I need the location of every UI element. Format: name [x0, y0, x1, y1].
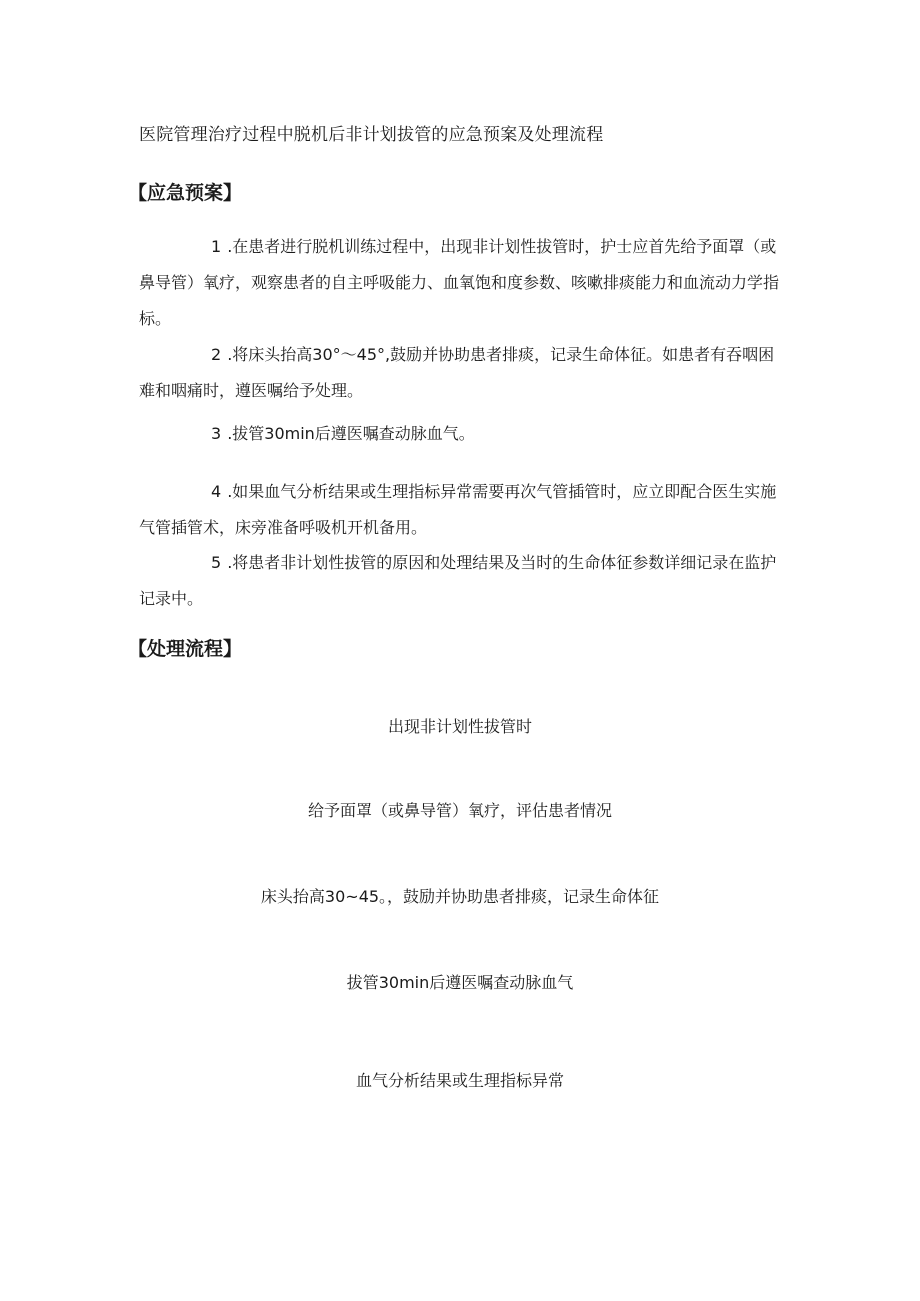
plan-item-5: [139, 545, 789, 617]
flow-step-4: 拔管30min后遵医嘱查动脉血气: [346, 973, 574, 992]
plan-item-number: 5: [211, 553, 222, 572]
plan-item-number: 4: [211, 482, 222, 501]
plan-item-text: .将床头抬高30°～45°,鼓励并协助患者排痰，记录生命体征。如患者有吞咽困难和咽痛时，遵医嘱给予处理。: [139, 345, 775, 400]
plan-item-number: 2: [211, 345, 222, 364]
plan-item-text: .拔管30min后遵医嘱查动脉血气。: [227, 424, 475, 443]
plan-item-number: 3: [211, 424, 222, 443]
flow-step-2: 给予面罩（或鼻导管）氧疗，评估患者情况: [307, 801, 612, 820]
plan-item-2: [139, 337, 789, 409]
plan-item-text: .在患者进行脱机训练过程中，出现非计划性拔管时，护士应首先给予面罩（或鼻导管）氧疗，观察患者的自主呼吸能力、血氧饱和度参数、咳嗽排痰能力和血流动力学指标。: [139, 237, 780, 328]
plan-item-number: 1: [211, 237, 222, 256]
flow-step-1: 出现非计划性拔管时: [387, 717, 532, 736]
plan-item-text: .将患者非计划性拔管的原因和处理结果及当时的生命体征参数详细记录在监护记录中。: [139, 553, 777, 608]
plan-item-1: [139, 229, 789, 337]
plan-item-text: .如果血气分析结果或生理指标异常需要再次气管插管时，应立即配合医生实施气管插管术，床旁准备呼吸机开机备用。: [139, 482, 777, 537]
document-title: 医院管理治疗过程中脱机后非计划拔管的应急预案及处理流程: [139, 125, 604, 145]
plan-item-4: [139, 474, 789, 546]
emergency-plan-heading: 【应急预案】: [128, 182, 243, 204]
flow-step-5: 血气分析结果或生理指标异常: [355, 1071, 564, 1090]
process-flow-heading: 【处理流程】: [128, 638, 243, 660]
flow-step-3: 床头抬高30~45。，鼓励并协助患者排痰，记录生命体征: [260, 887, 660, 906]
plan-item-3: [139, 416, 789, 452]
